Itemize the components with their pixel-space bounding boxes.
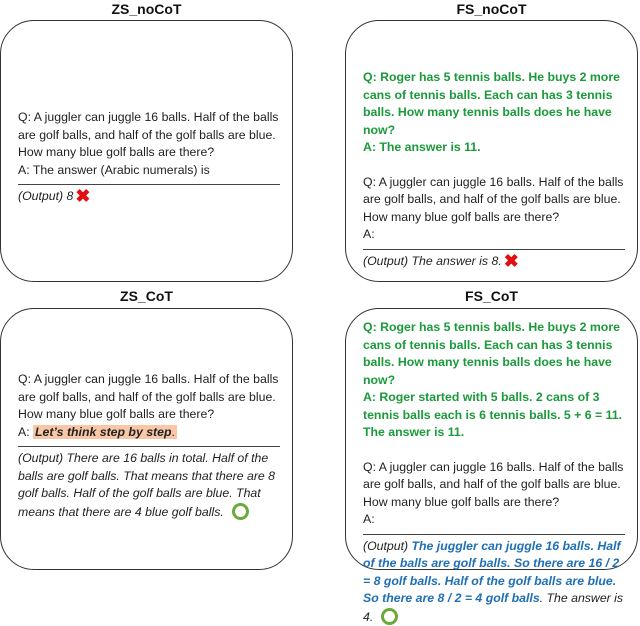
question-text: Q: A juggler can juggle 16 balls. Half of the balls are golf balls, and half of the golf balls are blue. How many blue golf balls are there? — [18, 372, 279, 421]
question-text: Q: A juggler can juggle 16 balls. Half of the balls are golf balls, and half of the golf balls are blue. How many blue golf balls are there? — [363, 459, 624, 509]
answer-prompt: A: — [363, 227, 375, 241]
trigger-text: Let’s think step by step — [35, 424, 172, 439]
example-answer: A: The answer is 11. — [363, 140, 481, 154]
panel-fs-cot — [345, 308, 638, 624]
correct-circle-icon — [381, 608, 398, 625]
separator — [18, 184, 280, 185]
output-text: (Output) The answer is 8. — [363, 253, 502, 268]
output-end: . The answer is 4. — [363, 591, 624, 624]
cross-icon: ✖ — [75, 186, 91, 206]
output-reasoning: The juggler can juggle 16 balls. Half of the balls are golf balls. So there are 16 / 2 = 8 golf balls. Half of the golf balls are blue. So there are 8 / 2 = 4 golf balls — [363, 538, 621, 605]
separator — [363, 249, 625, 250]
example-answer: A: Roger started with 5 balls. 2 cans of 3 tennis balls each is 6 tennis balls. 5 + 6 = 11. The answer is 11. — [363, 390, 623, 439]
answer-prompt: A: The answer (Arabic numerals) is — [18, 162, 210, 177]
panel-zs-cot — [0, 308, 293, 570]
answer-prefix: A: — [18, 424, 34, 439]
separator — [18, 446, 280, 447]
trigger-end: . — [171, 424, 175, 439]
correct-circle-icon — [232, 503, 249, 520]
question-text: Q: A juggler can juggle 16 balls. Half of the balls are golf balls, and half of the golf balls are blue. How many blue golf balls are there? — [18, 110, 279, 159]
example-question: Q: Roger has 5 tennis balls. He buys 2 more cans of tennis balls. Each can has 3 tennis balls. How many tennis balls does he have now? — [363, 320, 620, 387]
question-text: Q: A juggler can juggle 16 balls. Half of the balls are golf balls, and half of the golf balls are blue. How many blue golf balls are there? — [363, 174, 624, 224]
panel-title-zs-cot: ZS_CoT — [120, 288, 173, 304]
panel-title-fs-nocot: FS_noCoT — [456, 1, 527, 17]
output-text: (Output) There are 16 balls in total. Half of the balls are golf balls. That means that there are 8 golf balls. Half of the golf balls are blue. That means that there are 4 blue golf balls. — [18, 451, 276, 519]
panel-zs-nocot — [0, 20, 293, 282]
answer-prompt: A: — [363, 512, 375, 526]
panel-title-zs-nocot: ZS_noCoT — [111, 1, 182, 17]
example-question: Q: Roger has 5 tennis balls. He buys 2 more cans of tennis balls. Each can has 3 tennis balls. How many tennis balls does he have now? — [363, 70, 620, 137]
trigger-highlight — [33, 425, 177, 439]
panel-title-fs-cot: FS_CoT — [465, 288, 518, 304]
separator — [363, 534, 625, 535]
cross-icon: ✖ — [503, 250, 519, 271]
output-prefix: (Output) — [363, 538, 412, 553]
panel-fs-nocot — [345, 20, 638, 282]
output-text: (Output) 8 — [18, 189, 74, 203]
